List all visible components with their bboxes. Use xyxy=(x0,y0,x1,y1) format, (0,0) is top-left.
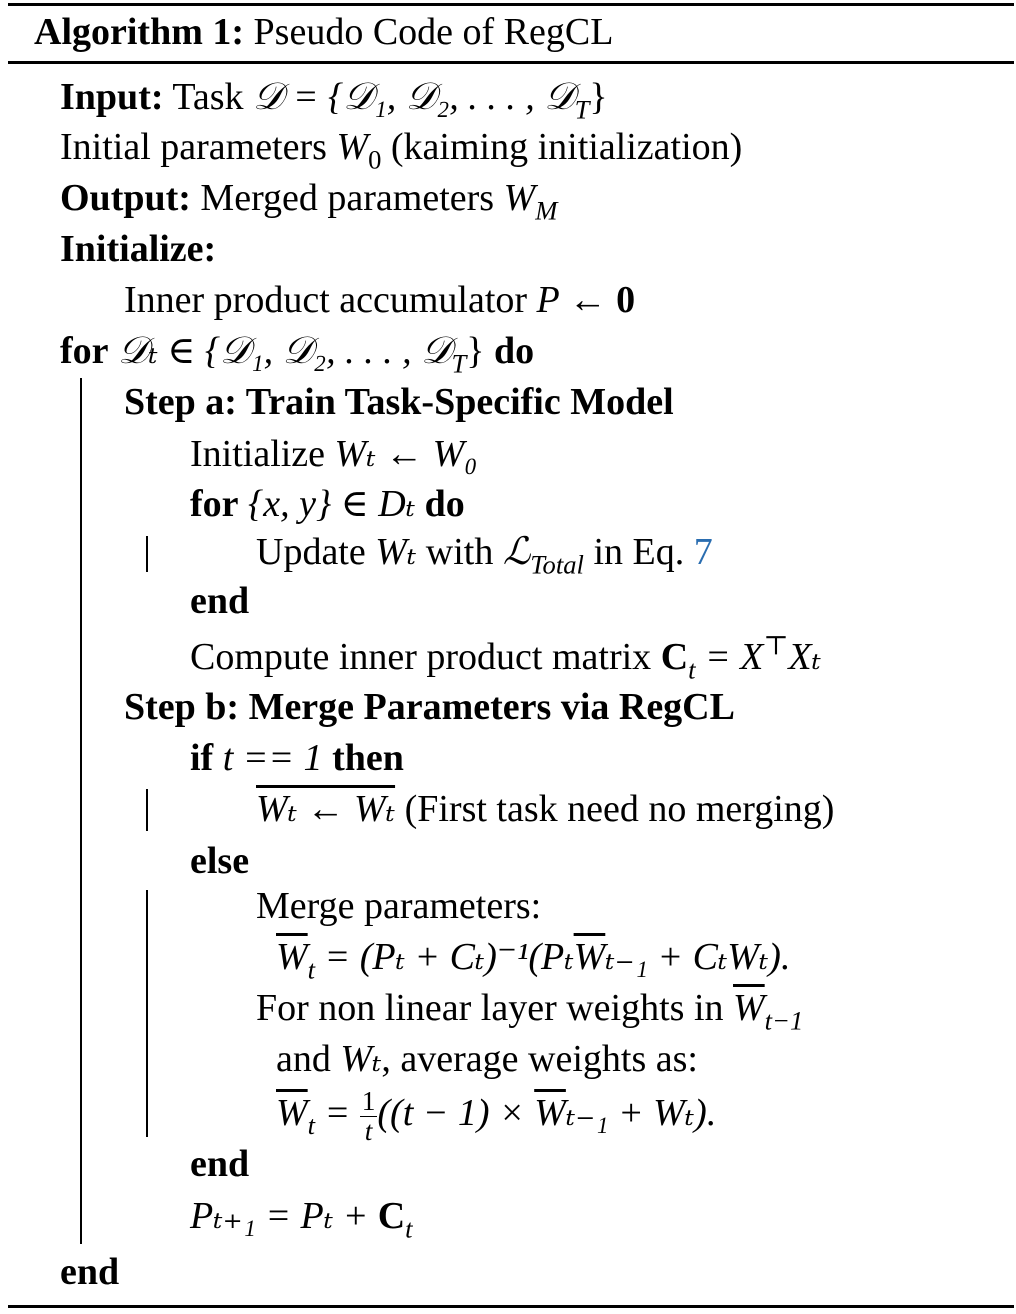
if-line xyxy=(190,735,404,781)
input-task-label: Task xyxy=(172,76,244,118)
first-task-line xyxy=(256,786,834,832)
for-close: } xyxy=(466,330,485,372)
average-equation-line xyxy=(276,1087,716,1145)
p-update-math: Pₜ₊₁ = Pₜ + xyxy=(190,1195,378,1237)
accumulator-line xyxy=(124,277,635,323)
compute-x: Xₜ xyxy=(788,636,821,678)
accumulator-math: P ← xyxy=(536,279,617,321)
do-keyword: do xyxy=(494,330,535,372)
avg-fraction xyxy=(360,1087,378,1145)
and-w: Wₜ xyxy=(340,1038,382,1080)
inner-end-line: end xyxy=(190,580,250,622)
caption-title: Pseudo Code of RegCL xyxy=(253,11,614,53)
if-math: t == 1 xyxy=(222,737,323,779)
nonlinear-w-sub: t−1 xyxy=(764,1005,804,1036)
equation-reference[interactable]: 7 xyxy=(693,531,713,573)
output-text: Merged parameters xyxy=(200,177,495,219)
init-wt-math: Wₜ ← W₀ xyxy=(334,433,478,475)
init-wt-text: Initialize xyxy=(190,433,326,475)
initialize-line xyxy=(60,226,216,272)
initial-w0-sub: 0 xyxy=(368,144,382,175)
caption-label: Algorithm 1: xyxy=(34,11,245,53)
avg-frac-den: t xyxy=(364,1115,373,1146)
and-rest: , average weights as: xyxy=(381,1038,698,1080)
update-loss-sub: Total xyxy=(530,549,584,580)
else-line: else xyxy=(190,840,250,882)
merge-text-line: Merge parameters: xyxy=(256,885,542,927)
avg-rest-tail: ₜ₋₁ + Wₜ). xyxy=(565,1091,717,1134)
avg-w-bar: $\overline{W}$ xyxy=(276,1091,308,1134)
update-in-eq: in Eq. xyxy=(593,531,685,573)
for-T: T xyxy=(451,348,467,379)
first-task-math: Wₜ ← Wₜ xyxy=(256,788,396,830)
inner-for-math: {x, y} ∈ Dₜ xyxy=(248,483,416,525)
accumulator-zero: 0 xyxy=(616,279,636,321)
initial-w0: W xyxy=(336,126,369,168)
if-keyword: if xyxy=(190,737,214,779)
for-keyword: for xyxy=(60,330,109,372)
merge-w-bar: $\overline{W}$ xyxy=(276,936,308,978)
initial-params-label: Initial parameters xyxy=(60,126,327,168)
merge-w-sub: t xyxy=(307,954,316,985)
inner-for-keyword: for xyxy=(190,483,239,525)
if-end-line: end xyxy=(190,1143,250,1185)
top-rule xyxy=(8,3,1014,6)
p-update-line xyxy=(190,1193,413,1244)
output-w-sub: M xyxy=(535,195,558,226)
and-text: and xyxy=(276,1038,331,1080)
step-a-heading: Step a: Train Task-Specific Model xyxy=(124,381,674,423)
nonlinear-text: For non linear layer weights in xyxy=(256,987,724,1029)
avg-w-prev: $\overline{W}$ xyxy=(534,1091,566,1134)
and-line xyxy=(276,1036,698,1082)
compute-c: C xyxy=(660,636,689,678)
avg-rest: ((t − 1) × xyxy=(377,1091,525,1134)
update-text: Update xyxy=(256,531,366,573)
outer-end-line: end xyxy=(60,1251,120,1293)
update-line xyxy=(256,529,713,580)
compute-sup: ⊤ xyxy=(763,630,789,661)
input-line xyxy=(60,74,608,125)
update-with: with xyxy=(425,531,494,573)
update-loss: ℒ xyxy=(502,531,531,573)
avg-frac-num: 1 xyxy=(361,1086,376,1116)
update-w: Wₜ xyxy=(375,531,417,573)
merge-equation-line xyxy=(276,934,791,985)
nonlinear-line xyxy=(256,985,804,1036)
init-wt-line xyxy=(190,431,477,477)
caption-rule xyxy=(8,61,1014,64)
caption xyxy=(34,9,613,55)
nonlinear-w: $\overline{W}$ xyxy=(733,987,765,1029)
inner-for-line xyxy=(190,481,465,527)
outer-loop-bar xyxy=(80,378,82,1244)
else-branch-bar xyxy=(146,890,148,1137)
merge-equation: = (Pₜ + Cₜ)⁻¹(Pₜ xyxy=(324,936,574,978)
then-keyword: then xyxy=(332,737,404,779)
compute-c-sub: t xyxy=(688,654,696,685)
accumulator-text: Inner product accumulator xyxy=(124,279,528,321)
input-task-T: T xyxy=(574,94,590,125)
if-branch-bar xyxy=(146,789,148,831)
compute-eq: = X xyxy=(705,636,764,678)
input-close: } xyxy=(589,76,608,118)
merge-w-prev: $\overline{W}$ xyxy=(573,936,606,978)
compute-line xyxy=(190,630,821,685)
input-keyword: Input: xyxy=(60,76,164,118)
inner-do-keyword: do xyxy=(424,483,465,525)
avg-eq: = xyxy=(324,1091,351,1134)
p-update-c: C xyxy=(377,1195,406,1237)
merge-equation-tail: ₜ₋₁ + CₜWₜ). xyxy=(605,936,791,978)
output-keyword: Output: xyxy=(60,177,191,219)
input-task-set: 𝒟 = {𝒟₁, 𝒟₂, . . . , 𝒟 xyxy=(253,76,575,118)
output-line xyxy=(60,175,558,226)
initialize-keyword: Initialize: xyxy=(60,228,217,270)
initial-params-line xyxy=(60,124,743,175)
avg-w-sub: t xyxy=(307,1110,316,1141)
for-line xyxy=(60,328,535,379)
p-update-c-sub: t xyxy=(405,1213,413,1244)
first-task-text: (First task need no merging) xyxy=(404,788,835,830)
for-math: 𝒟ₜ ∈ {𝒟₁, 𝒟₂, . . . , 𝒟 xyxy=(118,330,452,372)
initial-kaiming: (kaiming initialization) xyxy=(390,126,743,168)
output-w: W xyxy=(503,177,536,219)
bottom-rule xyxy=(8,1305,1014,1308)
compute-text: Compute inner product matrix xyxy=(190,636,652,678)
inner-loop-bar xyxy=(146,536,148,572)
step-b-heading: Step b: Merge Parameters via RegCL xyxy=(124,686,735,728)
